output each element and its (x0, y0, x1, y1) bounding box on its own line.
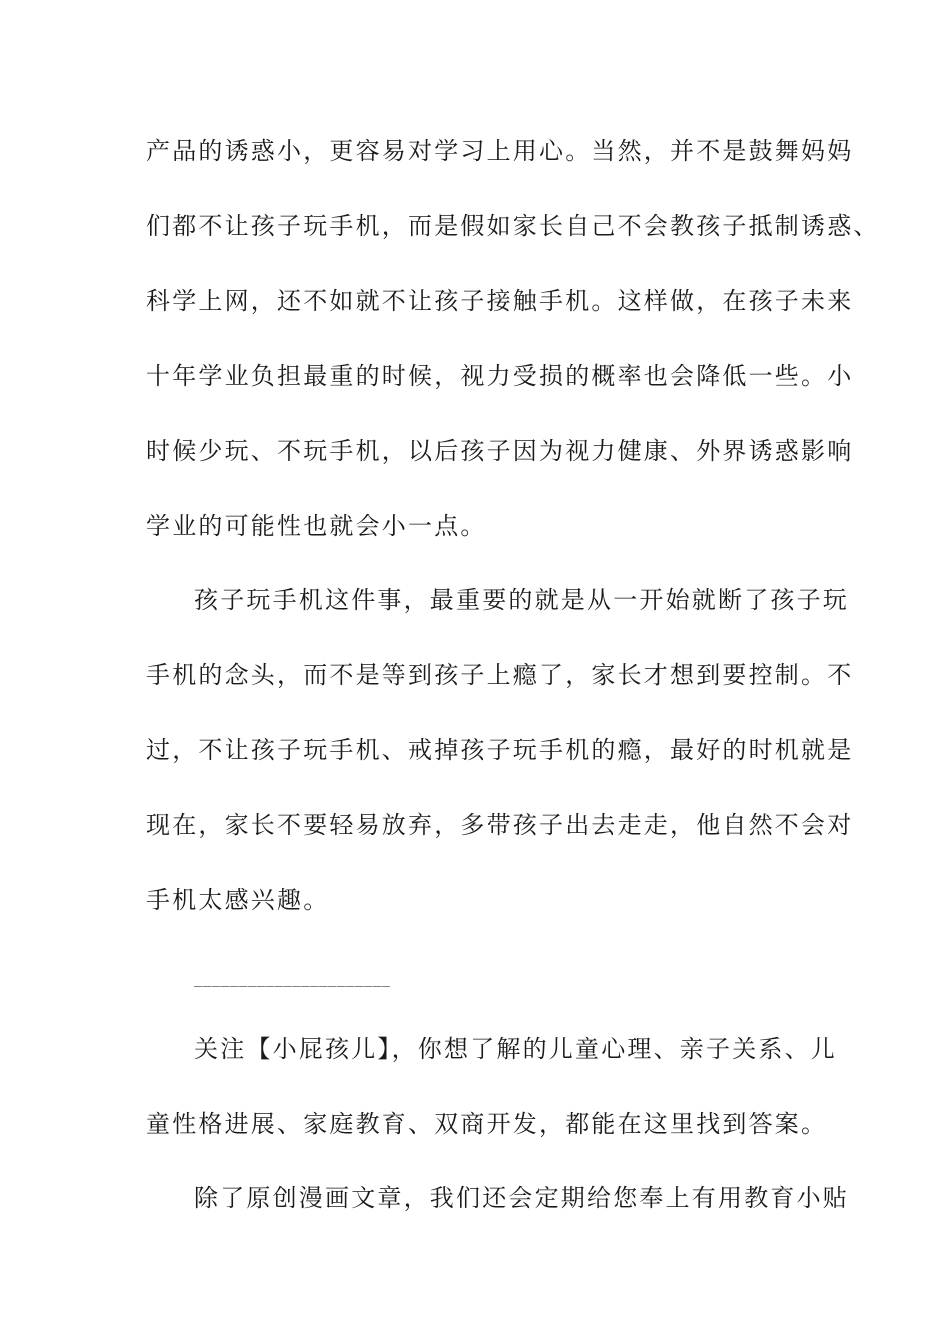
text-line: 过，不让孩子玩手机、戒掉孩子玩手机的瘾，最好的时机就是 (146, 736, 854, 764)
text-line: 十年学业负担最重的时候，视力受损的概率也会降低一些。小 (146, 362, 854, 390)
text-line: 除了原创漫画文章，我们还会定期给您奉上有用教育小贴 (194, 1184, 849, 1212)
text-line: 时候少玩、不玩手机，以后孩子因为视力健康、外界诱惑影响 (146, 437, 854, 465)
text-line: 科学上网，还不如就不让孩子接触手机。这样做，在孩子未来 (146, 287, 854, 315)
text-line: 们都不让孩子玩手机，而是假如家长自己不会教孩子抵制诱惑、 (146, 212, 880, 240)
separator-line: ______________________ (194, 971, 391, 987)
text-line: 孩子玩手机这件事，最重要的就是从一开始就断了孩子玩 (194, 586, 849, 614)
text-line: 关注【小屁孩儿】，你想了解的儿童心理、亲子关系、儿 (194, 1035, 837, 1063)
text-line: 童性格进展、家庭教育、双商开发，都能在这里找到答案。 (146, 1110, 828, 1138)
text-line: 手机太感兴趣。 (146, 886, 330, 914)
text-line: 现在，家长不要轻易放弃，多带孩子出去走走，他自然不会对 (146, 811, 854, 839)
text-line: 学业的可能性也就会小一点。 (146, 512, 487, 540)
text-line: 手机的念头，而不是等到孩子上瘾了，家长才想到要控制。不 (146, 661, 854, 689)
text-line: 产品的诱惑小，更容易对学习上用心。当然，并不是鼓舞妈妈 (146, 137, 854, 165)
